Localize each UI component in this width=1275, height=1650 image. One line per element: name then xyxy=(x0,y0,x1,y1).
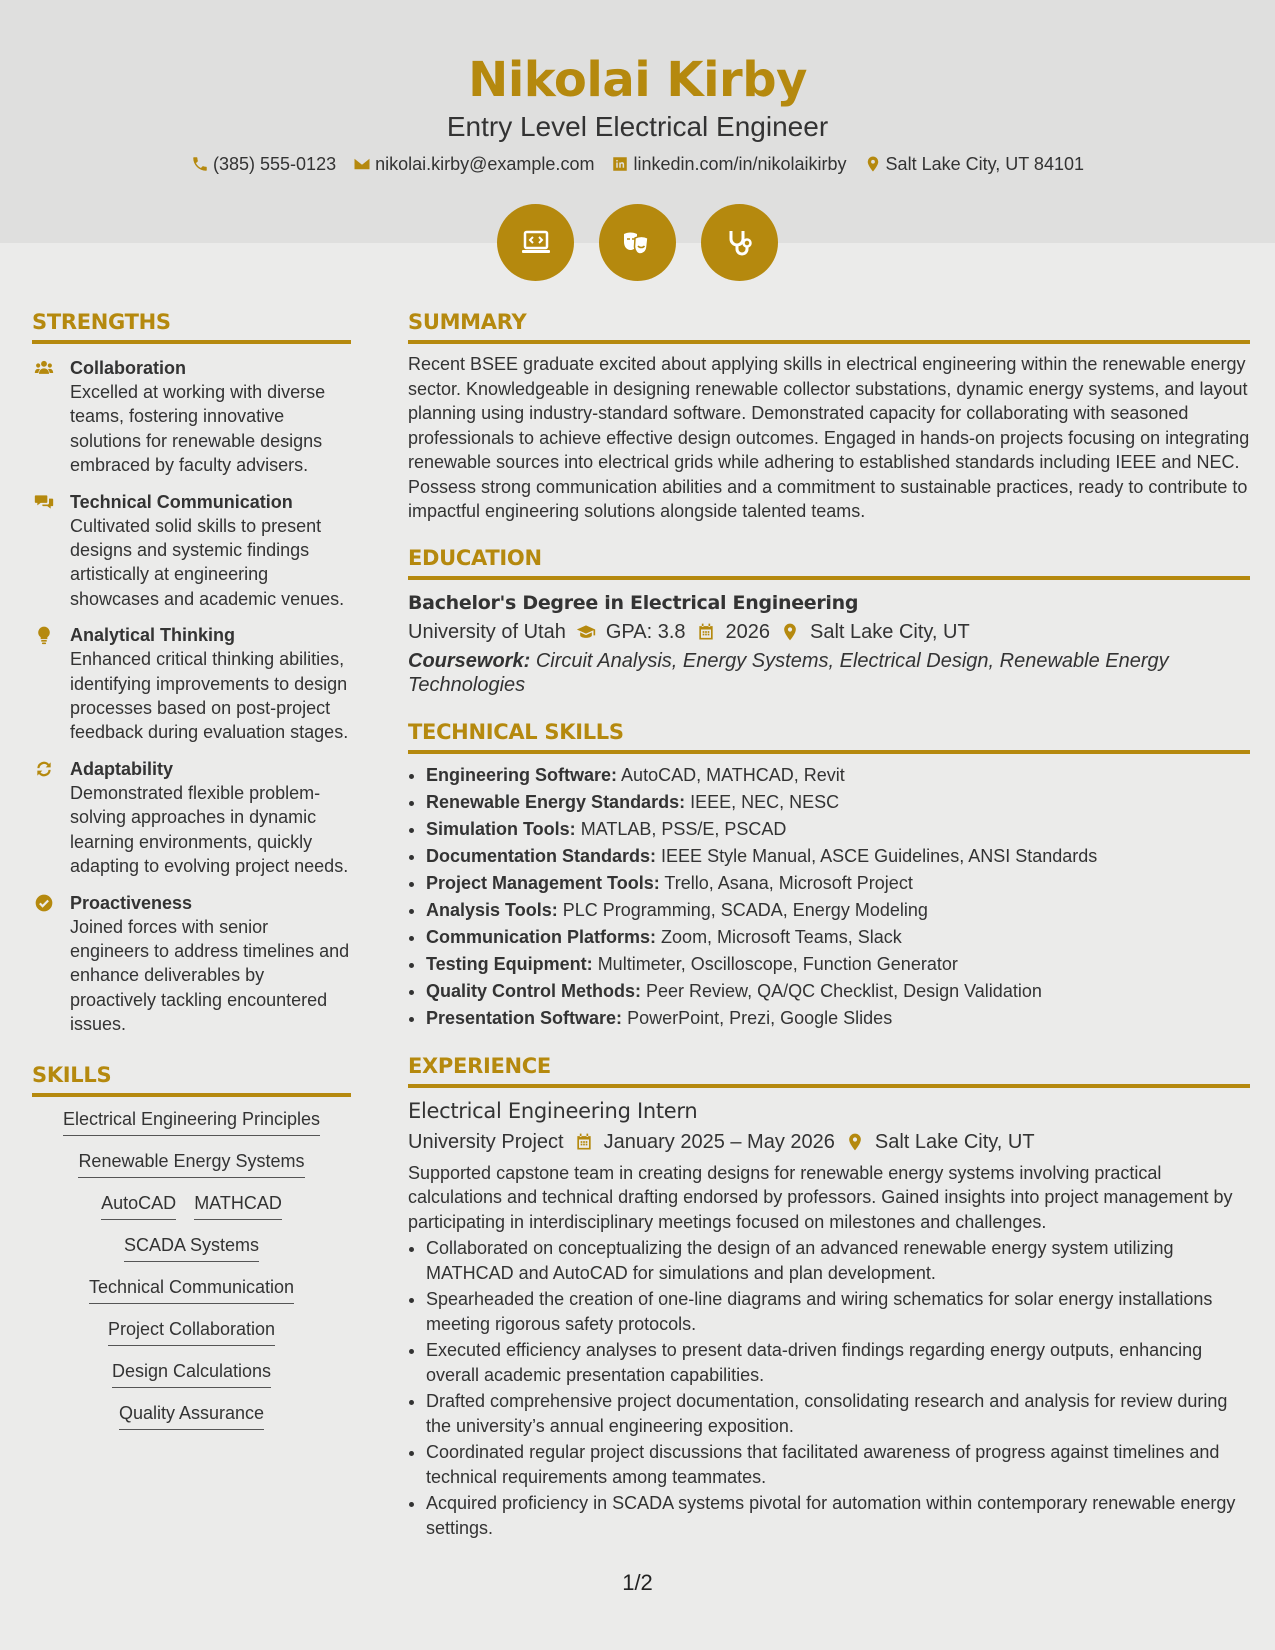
strength-item xyxy=(32,490,351,612)
technical-skill-item xyxy=(426,816,1250,843)
map-marker-icon xyxy=(845,1132,865,1152)
strength-desc: Demonstrated flexible problem-solving approaches in dynamic learning environments, quickly adapting to evolving project needs. xyxy=(70,782,349,877)
technical-skill-item xyxy=(426,762,1250,789)
phone-text: (385) 555-0123 xyxy=(213,154,337,174)
email-text: nikolai.kirby@example.com xyxy=(375,154,595,174)
phone-icon xyxy=(191,155,209,173)
gpa-text: GPA: 3.8 xyxy=(605,620,686,643)
graduation-year: 2026 xyxy=(725,620,771,643)
left-column xyxy=(32,308,351,1430)
interest-badges xyxy=(0,204,1275,281)
comments-icon xyxy=(34,492,54,512)
technical-skill-item xyxy=(426,978,1250,1005)
coursework-label: Coursework: xyxy=(408,649,531,672)
technical-skill-item xyxy=(426,843,1250,870)
summary-heading: SUMMARY xyxy=(408,308,1250,344)
skill-tag: Project Collaboration xyxy=(108,1317,275,1346)
skill-label: Simulation Tools: xyxy=(426,818,576,839)
strength-item xyxy=(32,891,351,1037)
technical-skill-item xyxy=(426,951,1250,978)
skill-value: Multimeter, Oscilloscope, Function Generator xyxy=(597,953,958,974)
envelope-icon xyxy=(353,155,371,173)
skill-value: AutoCAD, MATHCAD, Revit xyxy=(621,764,845,785)
skill-value: MATLAB, PSS/E, PSCAD xyxy=(580,818,787,839)
degree-title: Bachelor's Degree in Electrical Engineering xyxy=(408,591,859,614)
linkedin-text: linkedin.com/in/nikolaikirby xyxy=(633,154,847,174)
education-heading: EDUCATION xyxy=(408,544,1250,580)
skill-tag: SCADA Systems xyxy=(124,1233,259,1262)
skill-label: Testing Equipment: xyxy=(426,953,593,974)
skill-label: Analysis Tools: xyxy=(426,899,558,920)
location-text: Salt Lake City, UT 84101 xyxy=(885,154,1084,174)
strength-desc: Joined forces with senior engineers to address timelines and enhance deliverables by proactively tackling encountered issues. xyxy=(70,916,350,1035)
skills-list xyxy=(32,1107,351,1430)
skill-tag: Quality Assurance xyxy=(119,1401,264,1430)
graduation-cap-icon xyxy=(576,622,596,642)
strength-item xyxy=(32,757,351,879)
theater-masks-badge xyxy=(599,204,676,281)
skill-tag: Technical Communication xyxy=(89,1275,294,1304)
skill-label: Renewable Energy Standards: xyxy=(426,791,686,812)
stethoscope-icon xyxy=(722,225,758,261)
strengths-heading: STRENGTHS xyxy=(32,308,351,344)
candidate-name: Nikolai Kirby xyxy=(468,52,807,108)
summary-text: Recent BSEE graduate excited about applying skills in electrical engineering within the renewable energy sector. Knowledgeable in designing renewable collector substations, dynamic energy systems, and layout planning using industry-standard software. Demonstrated capacity for collaborating with seasoned professionals to achieve effective design outcomes. Engaged in hands-on projects focusing on integrating renewable sources into electrical grids while adhering to established standards including IEEE and NEC. Possess strong communication abilities and a commitment to sustainable practices, ready to contribute to impactful engineering solutions alongside talented teams. xyxy=(408,354,1250,521)
skill-label: Documentation Standards: xyxy=(426,845,657,866)
laptop-code-badge xyxy=(497,204,574,281)
resume-header xyxy=(0,0,1275,243)
skill-label: Communication Platforms: xyxy=(426,926,657,947)
contact-linkedin[interactable] xyxy=(611,152,846,176)
technical-skills-list xyxy=(408,762,1250,1032)
strength-desc: Cultivated solid skills to present designs and systemic findings artistically at engineering showcases and academic venues. xyxy=(70,515,345,609)
laptop-code-icon xyxy=(518,225,554,261)
sync-icon xyxy=(34,759,54,779)
contact-location xyxy=(864,152,1084,176)
contact-email[interactable] xyxy=(353,152,594,176)
experience-bullet: • Acquired proficiency in SCADA systems pivotal for automation within contemporary renewable energy settings. xyxy=(426,1491,1250,1540)
page-number: 1/2 xyxy=(622,1570,653,1595)
map-marker-icon xyxy=(864,155,882,173)
technical-skill-item xyxy=(426,897,1250,924)
technical-skills-heading: TECHNICAL SKILLS xyxy=(408,718,1250,754)
skill-value: PLC Programming, SCADA, Energy Modeling xyxy=(562,899,928,920)
skill-value: Peer Review, QA/QC Checklist, Design Validation xyxy=(646,980,1042,1001)
skill-value: IEEE, NEC, NESC xyxy=(690,791,840,812)
skill-tag: Design Calculations xyxy=(112,1359,271,1388)
school-name: University of Utah xyxy=(408,620,566,643)
calendar-icon xyxy=(696,622,716,642)
experience-heading: EXPERIENCE xyxy=(408,1052,1250,1088)
theater-masks-icon xyxy=(620,225,656,261)
stethoscope-badge xyxy=(701,204,778,281)
experience-dates: January 2025 – May 2026 xyxy=(603,1130,835,1153)
strength-title: Analytical Thinking xyxy=(70,625,236,646)
skill-value: Trello, Asana, Microsoft Project xyxy=(664,872,913,893)
experience-bullet: • Drafted comprehensive project documentation, consolidating research and analysis for review during the university’s annual engineering exposition. xyxy=(426,1389,1250,1438)
skill-tag: Renewable Energy Systems xyxy=(78,1149,304,1178)
skill-value: PowerPoint, Prezi, Google Slides xyxy=(627,1007,893,1028)
education-meta xyxy=(408,617,1250,647)
strength-title: Adaptability xyxy=(70,758,174,779)
coursework xyxy=(408,649,1250,698)
contact-bar xyxy=(0,152,1275,176)
experience-meta xyxy=(408,1127,1250,1157)
experience-bullet: • Collaborated on conceptualizing the design of an advanced renewable energy system utilizing MATHCAD and AutoCAD for simulations and plan development. xyxy=(426,1236,1250,1285)
skill-value: IEEE Style Manual, ASCE Guidelines, ANSI Standards xyxy=(661,845,1098,866)
check-circle-icon xyxy=(34,893,54,913)
experience-bullet: • Spearheaded the creation of one-line diagrams and wiring schematics for solar energy installations meeting rigorous safety protocols. xyxy=(426,1287,1250,1336)
strength-desc: Enhanced critical thinking abilities, identifying improvements to design processes based on post-project feedback during evaluation stages. xyxy=(70,649,349,743)
contact-phone xyxy=(191,152,336,176)
lightbulb-icon xyxy=(34,625,54,645)
skill-label: Quality Control Methods: xyxy=(426,980,641,1001)
right-column xyxy=(408,308,1250,1540)
skill-value: Zoom, Microsoft Teams, Slack xyxy=(661,926,902,947)
skills-heading: SKILLS xyxy=(32,1061,351,1097)
skill-tag: AutoCAD xyxy=(101,1191,176,1220)
strength-item xyxy=(32,356,351,478)
skill-tag: Electrical Engineering Principles xyxy=(63,1107,320,1136)
experience-bullets xyxy=(408,1236,1250,1540)
strength-title: Proactiveness xyxy=(70,892,193,913)
experience-org: University Project xyxy=(408,1130,564,1153)
strength-title: Technical Communication xyxy=(70,491,293,512)
technical-skill-item xyxy=(426,1005,1250,1032)
experience-bullet: • Coordinated regular project discussions that facilitated awareness of progress against timelines and technical requirements among teammates. xyxy=(426,1440,1250,1489)
technical-skill-item xyxy=(426,870,1250,897)
technical-skill-item xyxy=(426,789,1250,816)
candidate-title: Entry Level Electrical Engineer xyxy=(446,111,829,142)
linkedin-icon xyxy=(611,155,629,173)
experience-job-title: Electrical Engineering Intern xyxy=(408,1098,698,1123)
calendar-icon xyxy=(574,1132,594,1152)
skill-label: Engineering Software: xyxy=(426,764,618,785)
map-marker-icon xyxy=(780,622,800,642)
technical-skill-item xyxy=(426,924,1250,951)
experience-location: Salt Lake City, UT xyxy=(874,1130,1035,1153)
strength-title: Collaboration xyxy=(70,358,186,378)
skill-tag: MATHCAD xyxy=(194,1191,282,1220)
school-location: Salt Lake City, UT xyxy=(810,620,970,643)
experience-bullet: • Executed efficiency analyses to present data-driven findings regarding energy outputs, enhancing overall academic presentation capabilities. xyxy=(426,1338,1250,1387)
users-icon xyxy=(34,358,54,378)
skill-label: Presentation Software: xyxy=(426,1007,623,1028)
coursework-list: Circuit Analysis, Energy Systems, Electrical Design, Renewable Energy Technologies xyxy=(408,649,1169,696)
strength-item xyxy=(32,623,351,745)
skill-label: Project Management Tools: xyxy=(426,872,660,893)
experience-description: Supported capstone team in creating designs for renewable energy systems involving practical calculations and technical drafting endorsed by professors. Gained insights into project management by participating in interdisciplinary meetings focused on milestones and challenges. xyxy=(408,1162,1233,1232)
strength-desc: Excelled at working with diverse teams, fostering innovative solutions for renewable designs embraced by faculty advisers. xyxy=(70,382,326,476)
